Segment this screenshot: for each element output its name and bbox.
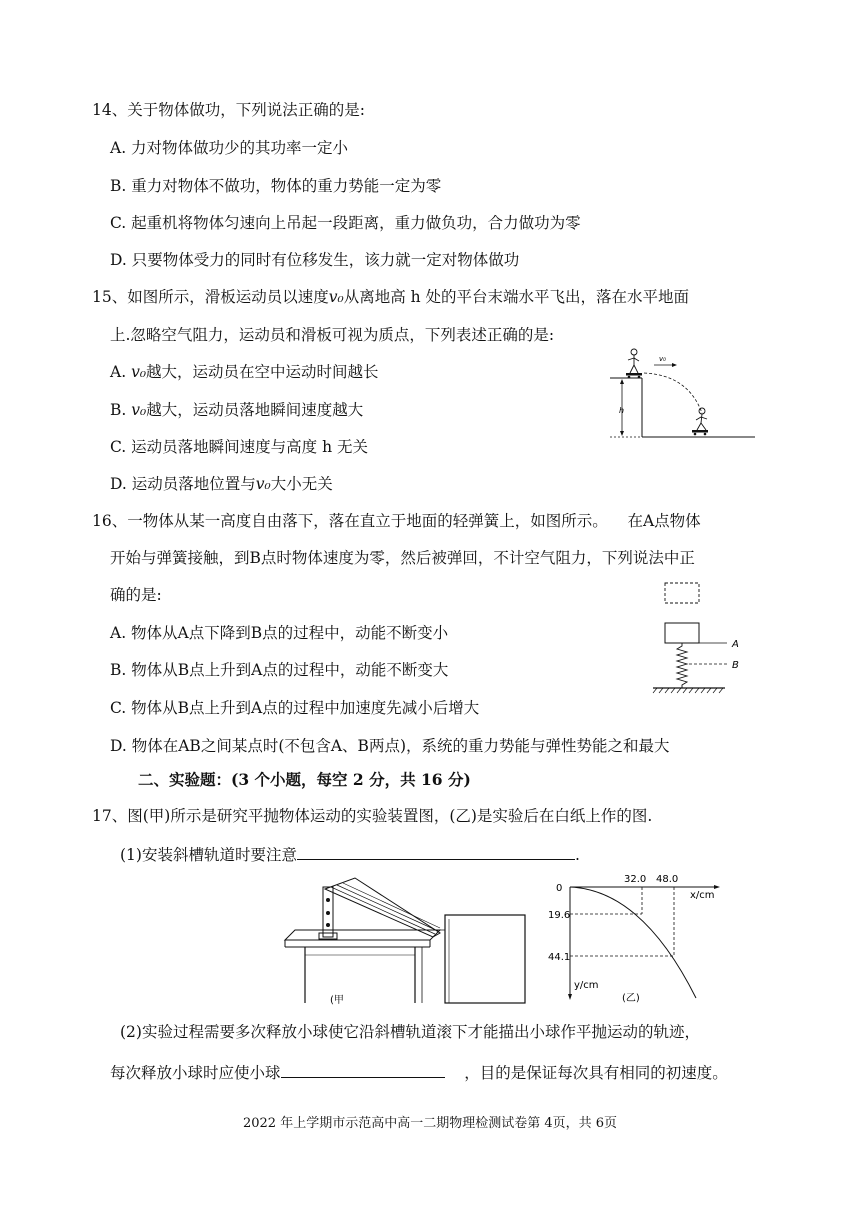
origin-label: 0	[556, 883, 563, 894]
q14-stem: 14、关于物体做功，下列说法正确的是:	[92, 101, 365, 119]
section-heading: 二、实验题：(3 个小题，每空 2 分，共 16 分)	[138, 770, 471, 789]
x-tick-2: 48.0	[656, 874, 679, 885]
q14-option-d: D. 只要物体受力的同时有位移发生，该力就一定对物体做功	[110, 251, 520, 269]
y-axis-label: y/cm	[574, 980, 599, 991]
h-label: h	[619, 406, 625, 415]
q16-option-b: B. 物体从B点上升到A点的过程中，动能不断变大	[110, 661, 449, 679]
fig-yi-label: (乙)	[622, 993, 640, 1004]
q17-part2-line1: (2)实验过程需要多次释放小球使它沿斜槽轨道滚下才能描出小球作平抛运动的轨迹，	[120, 1023, 700, 1041]
q15-option-c: C. 运动员落地瞬间速度与高度 h 无关	[110, 438, 368, 456]
x-tick-1: 32.0	[624, 874, 647, 885]
page-footer: 2022 年上学期市示范高中高一二期物理检测试卷第 4页，共 6页	[242, 1116, 618, 1131]
v0-label: v₀	[659, 355, 666, 363]
answer-blank-2[interactable]	[281, 1061, 445, 1078]
q16-stem-line1: 16、一物体从某一高度自由落下，落在直立于地面的轻弹簧上，如图所示。 在A点物体	[92, 512, 701, 530]
q15-stem-line2: 上.忽略空气阻力，运动员和滑板可视为质点，下列表述正确的是:	[110, 326, 555, 344]
x-axis-label: x/cm	[690, 890, 715, 901]
point-a-label: A	[732, 639, 739, 650]
y-tick-2: 44.1	[548, 952, 571, 963]
q14-option-b: B. 重力对物体不做功，物体的重力势能一定为零	[110, 177, 442, 195]
v0-symbol: v₀	[328, 288, 344, 306]
y-tick-1: 19.6	[548, 910, 571, 921]
q16-option-d: D. 物体在AB之间某点时(不包含A、B两点)，系统的重力势能与弹性势能之和最大	[110, 737, 670, 755]
q16-option-a: A. 物体从A点下降到B点的过程中，动能不断变小	[110, 624, 449, 642]
q15-stem-line1: 15、如图所示，滑板运动员以速度v₀从离地高 h 处的平台末端水平飞出，落在水平地面	[92, 288, 690, 306]
fig-jia-label: (甲	[330, 995, 344, 1005]
q15-option-d: D. 运动员落地位置与v₀大小无关	[110, 475, 333, 493]
q16-option-c: C. 物体从B点上升到A点的过程中加速度先减小后增大	[110, 699, 480, 717]
q17-part1: (1)安装斜槽轨道时要注意 .	[120, 843, 580, 865]
q17-stem: 17、图(甲)所示是研究平抛物体运动的实验装置图，(乙)是实验后在白纸上作的图.	[92, 807, 653, 825]
skateboarder-figure	[610, 345, 760, 445]
q14-option-c: C. 起重机将物体匀速向上吊起一段距离，重力做负功，合力做功为零	[110, 214, 581, 232]
q15-option-a: A. v₀越大，运动员在空中运动时间越长	[110, 363, 379, 381]
trajectory-graph	[548, 870, 738, 1005]
apparatus-figure	[275, 875, 535, 1005]
q15-option-b: B. v₀越大，运动员落地瞬间速度越大	[110, 401, 364, 419]
q14-option-a: A. 力对物体做功少的其功率一定小	[110, 139, 349, 157]
q16-stem-line3: 确的是:	[110, 586, 162, 604]
q16-stem-line2: 开始与弹簧接触，到B点时物体速度为零，然后被弹回，不计空气阻力，下列说法中正	[110, 549, 695, 567]
spring-figure	[645, 578, 755, 703]
answer-blank-1[interactable]	[297, 843, 575, 860]
point-b-label: B	[732, 660, 739, 671]
q17-part2-line2: 每次释放小球时应使小球 ，目的是保证每次具有相同的初速度。	[110, 1061, 728, 1083]
